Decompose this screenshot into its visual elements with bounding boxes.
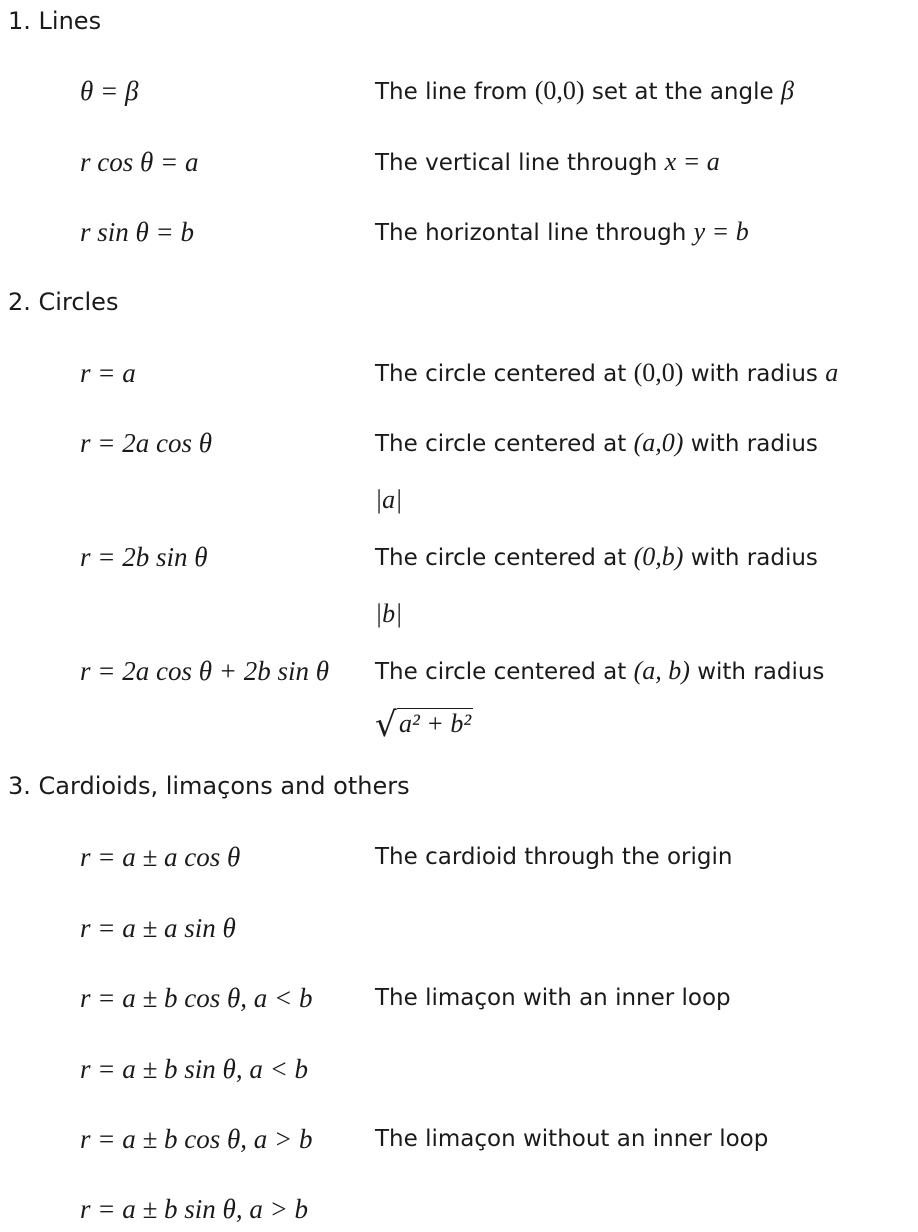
description bbox=[375, 540, 915, 631]
formula: r = a bbox=[80, 358, 136, 388]
radical-sign-icon: √ bbox=[375, 705, 397, 745]
description-tail: with radius bbox=[697, 659, 825, 685]
description-math: (0,0) bbox=[633, 358, 684, 387]
description-math-2: a bbox=[825, 358, 839, 387]
formula: r = a ± b cos θ, a < b bbox=[80, 983, 313, 1013]
description-math: x = a bbox=[664, 147, 720, 176]
formula: r = a ± a cos θ bbox=[80, 842, 241, 872]
description: The cardioid through the origin bbox=[375, 844, 733, 870]
formula: r sin θ = b bbox=[80, 217, 194, 247]
description bbox=[375, 654, 915, 745]
radicand: a² + b² bbox=[399, 709, 472, 738]
description-text: The horizontal line through bbox=[375, 220, 687, 246]
description bbox=[375, 356, 915, 391]
description-math: (a,0) bbox=[633, 428, 684, 457]
description-tail: set at the angle bbox=[591, 79, 774, 105]
description-math: (a, b) bbox=[633, 656, 690, 685]
description-line-2 bbox=[375, 705, 915, 745]
description-text: The circle centered at bbox=[375, 545, 627, 571]
description bbox=[375, 215, 915, 250]
square-root-expression bbox=[375, 705, 473, 745]
section-number: 2. bbox=[8, 288, 31, 316]
description: The limaçon without an inner loop bbox=[375, 1126, 769, 1152]
description-text: The circle centered at bbox=[375, 659, 627, 685]
formula: r = a ± b cos θ, a > b bbox=[80, 1124, 313, 1154]
formula: r = 2b sin θ bbox=[80, 542, 208, 572]
description-text: The circle centered at bbox=[375, 431, 627, 457]
description-text: The vertical line through bbox=[375, 150, 658, 176]
formula: θ = β bbox=[80, 76, 139, 106]
formula: r = a ± b sin θ, a < b bbox=[80, 1054, 309, 1084]
description bbox=[375, 426, 915, 517]
description-math: (0,b) bbox=[633, 542, 684, 571]
section-heading-cardioids bbox=[8, 771, 410, 801]
section-number: 3. bbox=[8, 772, 31, 800]
description-tail: with radius bbox=[690, 431, 818, 457]
description-line-2: |b| bbox=[375, 599, 403, 628]
description-text: The line from bbox=[375, 79, 528, 105]
description-tail: with radius bbox=[690, 361, 818, 387]
description-text: The circle centered at bbox=[375, 361, 627, 387]
section-title: Circles bbox=[38, 288, 119, 316]
formula: r = 2a cos θ bbox=[80, 428, 212, 458]
formula: r = 2a cos θ + 2b sin θ bbox=[80, 656, 329, 686]
section-heading-lines bbox=[8, 6, 101, 36]
description-math: (0,0) bbox=[534, 76, 585, 105]
section-title: Cardioids, limaçons and others bbox=[38, 772, 410, 800]
description-math: y = b bbox=[693, 217, 749, 246]
description bbox=[375, 74, 915, 109]
description-tail: with radius bbox=[690, 545, 818, 571]
section-number: 1. bbox=[8, 7, 31, 35]
description-line-2: |a| bbox=[375, 485, 403, 514]
formula: r = a ± b sin θ, a > b bbox=[80, 1194, 309, 1224]
description: The limaçon with an inner loop bbox=[375, 985, 731, 1011]
section-title: Lines bbox=[38, 7, 102, 35]
formula: r = a ± a sin θ bbox=[80, 913, 236, 943]
section-heading-circles bbox=[8, 287, 118, 317]
formula: r cos θ = a bbox=[80, 147, 199, 177]
description bbox=[375, 145, 915, 180]
description-math-2: β bbox=[780, 76, 794, 105]
